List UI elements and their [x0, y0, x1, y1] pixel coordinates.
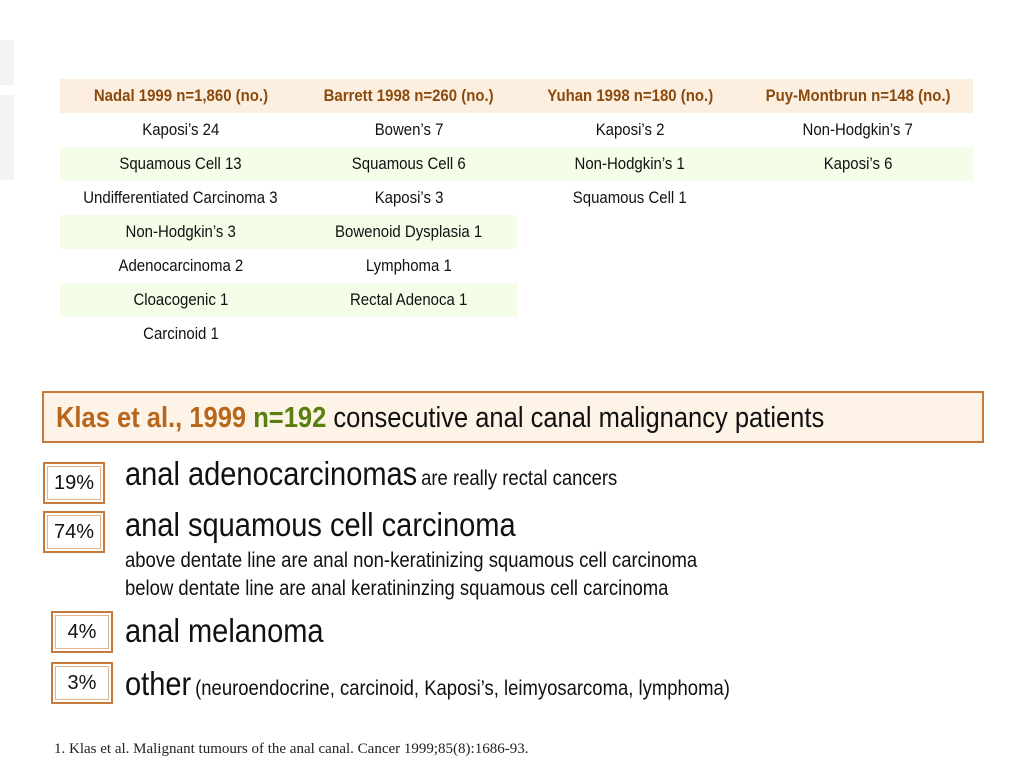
- stat-line: [125, 612, 351, 650]
- table-cell: Kaposi’s 6: [743, 147, 973, 181]
- table-cell: Undifferentiated Carcinoma 3: [83, 188, 278, 207]
- percent-value: 19%: [53, 472, 95, 494]
- table-row: [60, 283, 973, 317]
- table-cell: [517, 317, 743, 351]
- table-cell: Cloacogenic 1: [60, 283, 301, 317]
- stat-detail: above dentate line are anal non-keratinizing squamous cell carcinoma: [125, 549, 698, 572]
- table-cell: Lymphoma 1: [366, 256, 452, 275]
- table-row: [60, 215, 973, 249]
- study-headline-box: [42, 391, 984, 443]
- table-cell: Kaposi’s 24: [141, 120, 220, 139]
- table-cell: Kaposi’s 3: [374, 188, 444, 207]
- stat-line: [125, 455, 684, 493]
- column-header: Nadal 1999 n=1,860 (no.): [60, 79, 301, 113]
- percent-badge: [51, 611, 113, 653]
- percent-badge: [43, 511, 105, 553]
- percent-badge: [51, 662, 113, 704]
- stat-title: anal adenocarcinomas: [125, 455, 418, 492]
- stat-note: (neuroendocrine, carcinoid, Kaposi’s, leimyosarcoma, lymphoma): [195, 677, 730, 700]
- table-cell: Squamous Cell 6: [301, 147, 517, 181]
- table-row: [60, 147, 973, 181]
- table-cell: [517, 249, 743, 283]
- stat-line: [125, 665, 812, 703]
- table-header-row: [60, 79, 973, 113]
- percent-value: 74%: [53, 521, 95, 543]
- column-header: Yuhan 1998 n=180 (no.): [517, 79, 743, 113]
- left-edge-mark: [0, 95, 14, 180]
- percent-badge: [43, 462, 105, 504]
- percent-value: 4%: [67, 621, 97, 643]
- table-row: [60, 181, 973, 215]
- table-cell: [517, 283, 743, 317]
- column-header: Barrett 1998 n=260 (no.): [301, 79, 517, 113]
- table-cell: Squamous Cell 13: [60, 147, 301, 181]
- headline-text: [56, 393, 824, 443]
- stat-title: anal melanoma: [125, 612, 324, 649]
- headline-description: consecutive anal canal malignancy patients: [333, 402, 825, 434]
- table-cell: [743, 283, 973, 317]
- headline-author: Klas et al., 1999: [56, 402, 247, 434]
- studies-table: [60, 79, 973, 351]
- table-row: [60, 317, 973, 351]
- table-cell: Rectal Adenoca 1: [301, 283, 517, 317]
- table-cell: [743, 215, 973, 249]
- left-edge-mark: [0, 40, 14, 85]
- table-cell: Kaposi’s 2: [595, 120, 665, 139]
- table-cell: Bowen’s 7: [374, 120, 444, 139]
- table-cell: Carcinoid 1: [142, 324, 219, 343]
- stat-note: are really rectal cancers: [421, 467, 618, 490]
- percent-value: 3%: [67, 672, 97, 694]
- table-row: [60, 249, 973, 283]
- table-cell: Non-Hodgkin’s 3: [60, 215, 301, 249]
- stat-detail: below dentate line are anal keratininzing squamous cell carcinoma: [125, 577, 669, 600]
- table-cell: Adenocarcinoma 2: [118, 256, 243, 275]
- headline-sample-size: n=192: [253, 402, 327, 434]
- table-cell: [743, 181, 973, 215]
- table-cell: [517, 215, 743, 249]
- table-cell: Non-Hodgkin’s 7: [802, 120, 914, 139]
- table-cell: [301, 317, 517, 351]
- column-header: Puy-Montbrun n=148 (no.): [743, 79, 973, 113]
- stat-title: other: [125, 665, 192, 702]
- table-cell: Bowenoid Dysplasia 1: [301, 215, 517, 249]
- table-row: [60, 113, 973, 147]
- table-cell: Squamous Cell 1: [573, 188, 687, 207]
- stat-title: anal squamous cell carcinoma: [125, 506, 516, 543]
- table-cell: [743, 249, 973, 283]
- table-cell: Non-Hodgkin’s 1: [517, 147, 743, 181]
- footnote-citation: 1. Klas et al. Malignant tumours of the anal canal. Cancer 1999;85(8):1686-93.: [54, 741, 529, 757]
- table-cell: [743, 317, 973, 351]
- stat-line: [125, 506, 569, 544]
